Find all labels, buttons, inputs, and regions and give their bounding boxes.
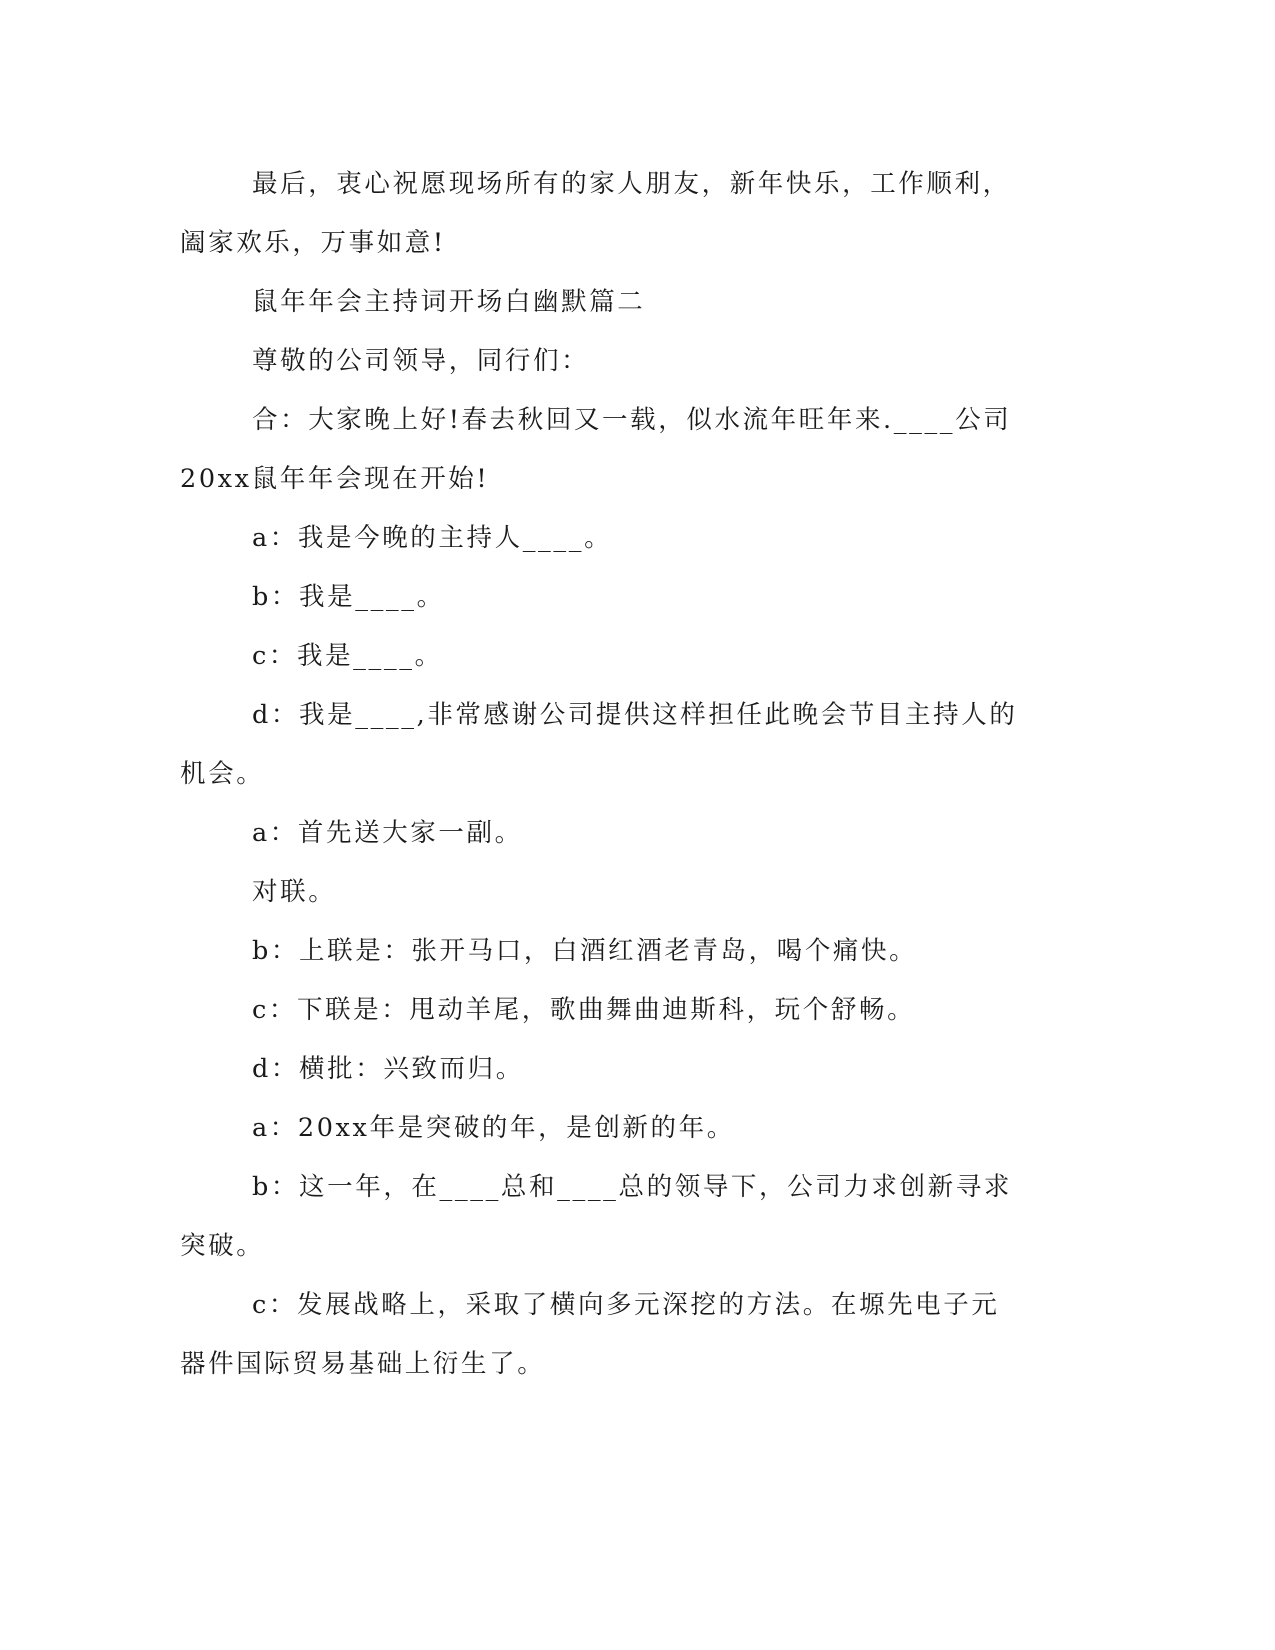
paragraph-host-a-intro: a：我是今晚的主持人____。 [252,523,613,553]
document-body [180,155,1025,1394]
paragraph-year-review: a：20xx年是突破的年，是创新的年。 [252,1113,735,1143]
paragraph-host-c-intro: c：我是____。 [252,641,443,671]
paragraph-couplet-first-line: b：上联是：张开马口，白酒红酒老青岛，喝个痛快。 [252,936,918,966]
paragraph-couplet-word: 对联。 [252,877,337,907]
section-heading: 鼠年年会主持词开场白幽默篇二 [252,287,646,317]
paragraph-opening-all: 合：大家晚上好!春去秋回又一载，似水流年旺年来.____公司20xx鼠年年会现在开始! [180,405,1012,494]
paragraph-closing-wishes: 最后，衷心祝愿现场所有的家人朋友，新年快乐，工作顺利，阖家欢乐，万事如意! [180,169,1011,258]
paragraph-couplet-intro: a：首先送大家一副。 [252,818,523,848]
paragraph-host-d-intro: d：我是____,非常感谢公司提供这样担任此晚会节目主持人的机会。 [180,700,1018,789]
paragraph-couplet-banner: d：横批：兴致而归。 [252,1054,524,1084]
paragraph-strategy: c：发展战略上，采取了横向多元深挖的方法。在塬先电子元器件国际贸易基础上衍生了。 [180,1290,1000,1379]
paragraph-salutation: 尊敬的公司领导，同行们： [252,346,590,376]
paragraph-host-b-intro: b：我是____。 [252,582,445,612]
paragraph-leadership: b：这一年，在____总和____总的领导下，公司力求创新寻求突破。 [180,1172,1012,1261]
paragraph-couplet-second-line: c：下联是：甩动羊尾，歌曲舞曲迪斯科，玩个舒畅。 [252,995,916,1025]
